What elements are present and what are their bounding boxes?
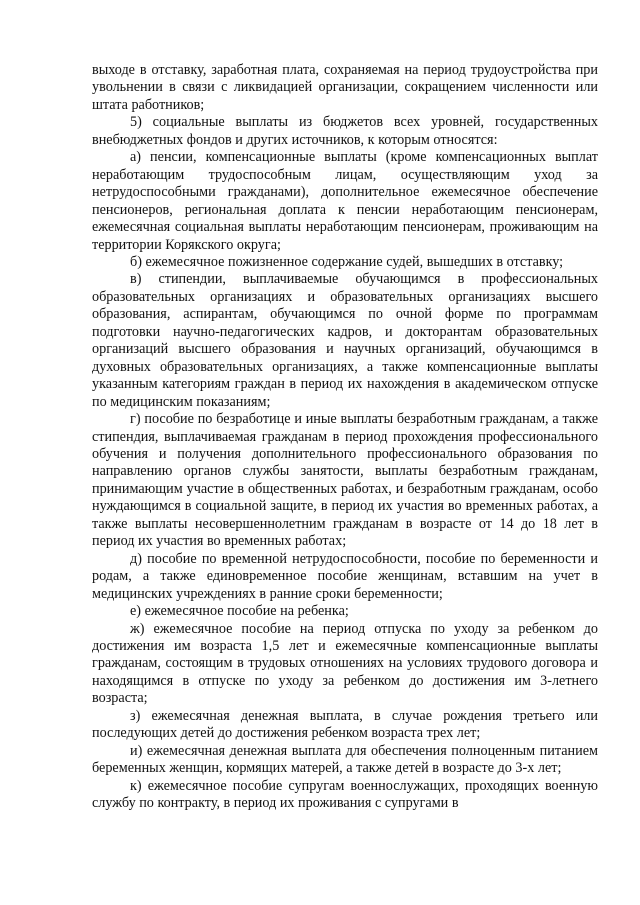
paragraph-12: к) ежемесячное пособие супругам военнослужащих, проходящих военную службу по контракту, в период их проживания с супругами в <box>92 777 598 812</box>
paragraph-1: выходе в отставку, заработная плата, сохраняемая на период трудоустройства при увольнении в связи с ликвидацией организации, сокращением численности или штата работников; <box>92 62 598 113</box>
paragraph-6: г) пособие по безработице и иные выплаты безработным гражданам, а также стипендия, выплачиваемая гражданам в период прохождения профессионального обучения и получения дополнительного профессионального образования по направлению органов службы занятости, выплаты безработным гражданам, принимающим участие в общественных работах, и безработным гражданам, особо нуждающимся в социальной защите, в период их участия во временных работах, а также выплаты несовершеннолетним гражданам в возрасте от 14 до 18 лет в период их участия во временных работах; <box>92 411 598 550</box>
paragraph-4: б) ежемесячное пожизненное содержание судей, вышедших в отставку; <box>130 253 564 270</box>
paragraph-2: 5) социальные выплаты из бюджетов всех уровней, государственных внебюджетных фондов и других источников, к которым относятся: <box>92 114 598 148</box>
paragraph-3: а) пенсии, компенсационные выплаты (кроме компенсационных выплат неработающим трудоспособным лицам, осуществляющим уход за нетрудоспособными гражданами), дополнительное ежемесячное обеспечение пенсионеров, региональная доплата к пенсии неработающим пенсионерам, ежемесячная социальная выплаты неработающим пенсионерам, проживающим на территории Корякского округа; <box>92 149 598 253</box>
paragraph-7: д) пособие по временной нетрудоспособности, пособие по беременности и родам, а также единовременное пособие женщинам, вставшим на учет в медицинских учреждениях в ранние сроки беременности; <box>92 550 598 602</box>
paragraph-11: и) ежемесячная денежная выплата для обеспечения полноценным питанием беременных женщин, кормящих матерей, а также детей в возрасте до 3-х лет; <box>92 742 598 777</box>
document-page <box>92 62 598 812</box>
paragraph-9: ж) ежемесячное пособие на период отпуска по уходу за ребенком до достижения им возраста 1,5 лет и ежемесячные компенсационные выплаты гражданам, состоящим в трудовых отношениях на условиях трудового договора и находящимся в отпуске по уходу за ребенком до достижения им 3-летнего возраста; <box>92 620 598 707</box>
paragraph-5: в) стипендии, выплачиваемые обучающимся в профессиональных образовательных организациях и образовательных организациях высшего образования, аспирантам, обучающимся по очной форме по программам подготовки научно-педагогических кадров, и докторантам образовательных организаций высшего образования и научных организаций, обучающимся в духовных образовательных организациях, а также компенсационные выплаты указанным категориям граждан в период их нахождения в академическом отпуске по медицинским показаниям; <box>92 271 598 410</box>
paragraph-8: е) ежемесячное пособие на ребенка; <box>130 603 349 620</box>
paragraph-10: з) ежемесячная денежная выплата, в случае рождения третьего или последующих детей до достижения ребенком возраста трех лет; <box>92 707 598 742</box>
